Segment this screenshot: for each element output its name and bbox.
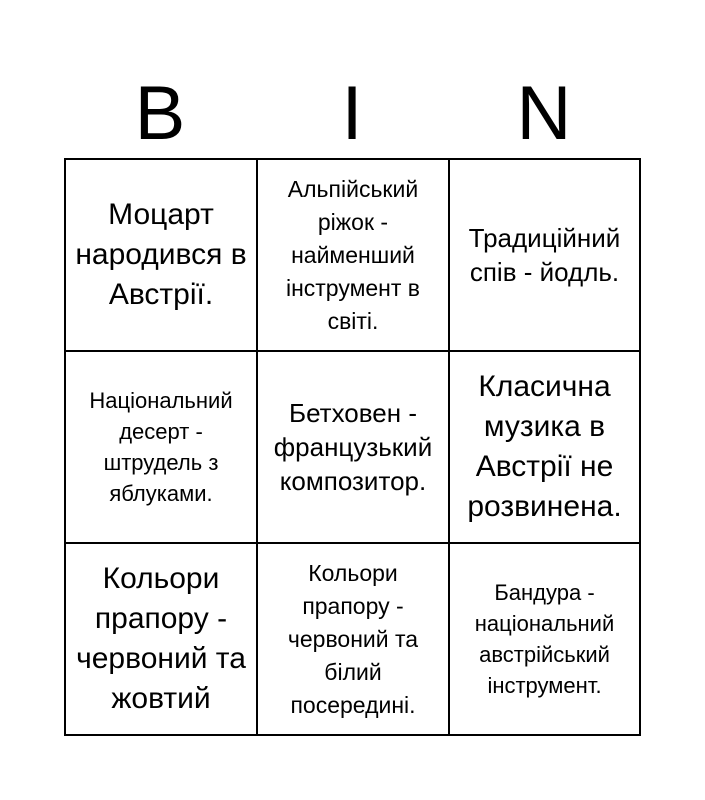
bingo-cell-r1-c2[interactable] <box>450 352 639 544</box>
cell-text: Класична музика в Австрії не розвинена. <box>467 370 622 523</box>
cell-text: Національний десерт - штрудель з яблуками. <box>89 388 233 506</box>
bingo-header <box>64 70 641 158</box>
bingo-grid <box>64 158 641 736</box>
cell-text: Кольори прапору - червоний та білий посередині. <box>287 559 419 718</box>
bingo-cell-r1-c0[interactable] <box>66 352 258 544</box>
header-letter-b: B <box>134 71 186 156</box>
bingo-cell-r2-c1[interactable] <box>258 544 450 734</box>
cell-text: Альпійський ріжок - найменший інструмент в світі. <box>285 175 421 334</box>
cell-text: Бетховен - французький композитор. <box>273 398 433 496</box>
header-letter-n: N <box>516 71 572 156</box>
cell-text: Бандура - національний австрійський інструмент. <box>474 580 615 698</box>
bingo-cell-r1-c1[interactable] <box>258 352 450 544</box>
bingo-cell-r0-c2[interactable] <box>450 160 639 352</box>
cell-text: Кольори прапору - червоний та жовтий <box>76 562 246 715</box>
cell-text: Традиційний спів - йодль. <box>468 223 621 287</box>
bingo-cell-r2-c0[interactable] <box>66 544 258 734</box>
bingo-cell-r0-c0[interactable] <box>66 160 258 352</box>
cell-text: Моцарт народився в Австрії. <box>75 198 247 311</box>
header-letter-i: I <box>341 71 363 156</box>
bingo-cell-r0-c1[interactable] <box>258 160 450 352</box>
bingo-cell-r2-c2[interactable] <box>450 544 639 734</box>
